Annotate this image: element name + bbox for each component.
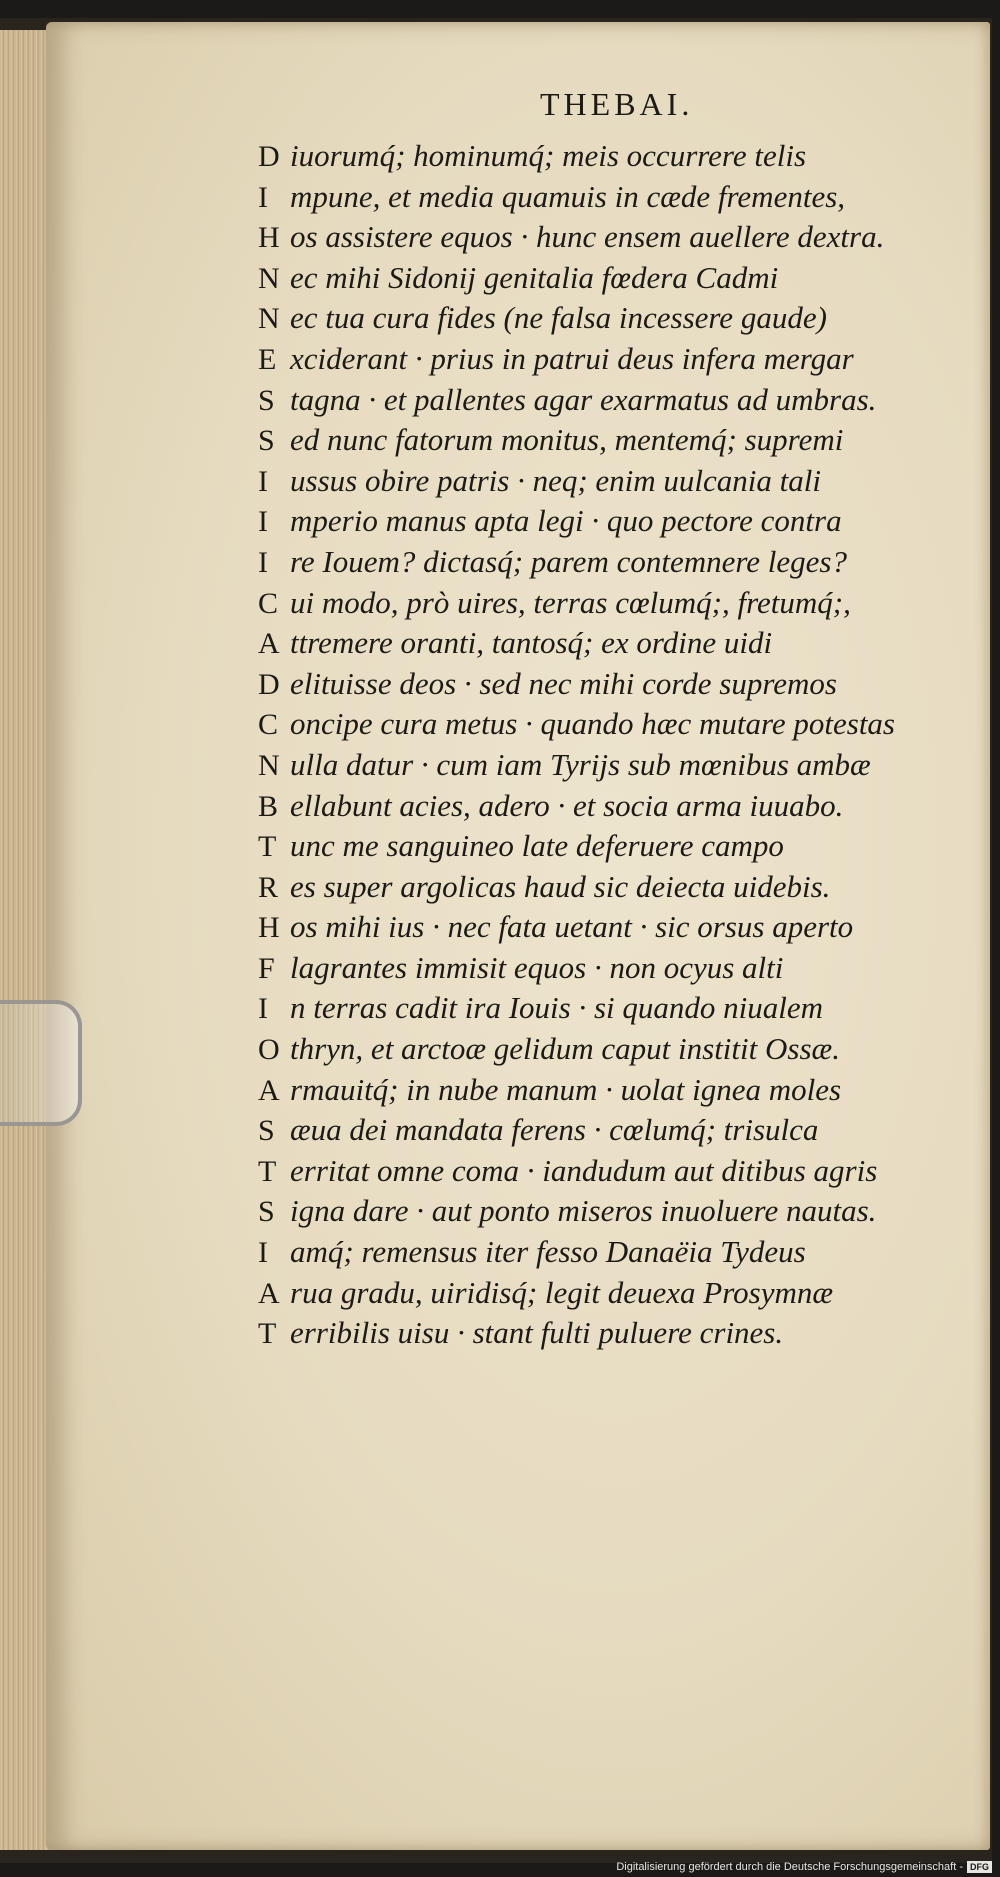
line-text: es super argolicas haud sic deiecta uidebis. <box>290 868 831 904</box>
verse-line <box>258 1029 958 1070</box>
verse-line <box>258 704 958 745</box>
verse-line <box>258 217 958 258</box>
dfg-logo: DFG <box>967 1861 992 1873</box>
line-text: ui modo, prò uires, terras cœlumq́;, fretumq́;, <box>290 584 851 620</box>
book-clasp <box>0 1000 82 1126</box>
line-initial: T <box>258 1317 277 1351</box>
line-text: tagna · et pallentes agar exarmatus ad umbras. <box>290 381 877 417</box>
line-text: ellabunt acies, adero · et socia arma iuuabo. <box>290 787 844 823</box>
line-text: elituisse deos · sed nec mihi corde supremos <box>290 665 837 701</box>
line-initial: B <box>258 789 279 823</box>
line-text: ttremere oranti, tantosq́; ex ordine uidi <box>290 625 773 661</box>
verse-line <box>258 826 958 867</box>
line-text: iuorumq́; hominumq́; meis occurrere telis <box>290 138 807 173</box>
verse-line <box>258 298 958 339</box>
line-initial: S <box>258 424 275 458</box>
verse-line <box>258 420 958 461</box>
line-text: mpune, et media quamuis in cæde frementes, <box>290 178 846 214</box>
line-initial: E <box>258 342 277 376</box>
verse-line <box>258 664 958 705</box>
verse-line <box>258 867 958 908</box>
line-text: ec tua cura fides (ne falsa incessere gaude) <box>290 300 827 336</box>
line-text: mperio manus apta legi · quo pectore contra <box>290 503 842 539</box>
line-text: lagrantes immisit equos · non ocyus alti <box>290 949 784 985</box>
credit-text: Digitalisierung gefördert durch die Deutsche Forschungsgemeinschaft - <box>616 1861 963 1873</box>
line-initial: F <box>258 951 275 985</box>
verse-line <box>258 907 958 948</box>
line-initial: T <box>258 1154 277 1188</box>
line-text: erribilis uisu · stant fulti puluere crines. <box>290 1315 784 1351</box>
line-initial: A <box>258 1073 280 1107</box>
line-text: ussus obire patris · neq; enim uulcania tali <box>290 462 821 498</box>
digitization-credit <box>616 1861 992 1873</box>
line-initial: I <box>258 505 268 539</box>
verse-line <box>258 339 958 380</box>
line-initial: D <box>258 667 280 701</box>
line-text: os mihi ius · nec fata uetant · sic orsus aperto <box>290 909 854 945</box>
line-initial: I <box>258 1236 268 1270</box>
line-initial: C <box>258 708 279 742</box>
verse-line <box>258 583 958 624</box>
verse-line <box>258 542 958 583</box>
line-text: unc me sanguineo late deferuere campo <box>290 828 784 864</box>
line-text: amq́; remensus iter fesso Danaëia Tydeus <box>290 1234 806 1270</box>
line-initial: N <box>258 748 280 782</box>
verse-line <box>258 258 958 299</box>
verse-line <box>258 1070 958 1111</box>
line-text: oncipe cura metus · quando hæc mutare potestas <box>290 706 895 742</box>
line-text: thryn, et arctoæ gelidum caput institit Ossæ. <box>290 1031 840 1067</box>
line-initial: S <box>258 1114 275 1148</box>
line-initial: A <box>258 627 280 661</box>
verse-line <box>258 988 958 1029</box>
line-initial: O <box>258 1033 280 1067</box>
line-initial: N <box>258 261 280 295</box>
line-initial: T <box>258 830 277 864</box>
verse-line <box>258 177 958 218</box>
line-initial: H <box>258 221 280 255</box>
line-text: æua dei mandata ferens · cœlumq́; trisulca <box>290 1112 819 1148</box>
verse-line <box>258 948 958 989</box>
line-text: rua gradu, uiridisq́; legit deuexa Prosymnæ <box>290 1274 834 1310</box>
line-text: os assistere equos · hunc ensem auellere dextra. <box>290 219 885 255</box>
line-text: ed nunc fatorum monitus, mentemq́; supremi <box>290 422 844 458</box>
line-initial: I <box>258 464 268 498</box>
verse-line <box>258 1273 958 1314</box>
line-initial: C <box>258 586 279 620</box>
line-text: ulla datur · cum iam Tyrijs sub mœnibus ambæ <box>290 746 871 782</box>
verse-line <box>258 1191 958 1232</box>
verse-line <box>258 1151 958 1192</box>
verse-line <box>258 136 958 177</box>
verse-line <box>258 786 958 827</box>
running-header: THEBAI. <box>540 86 694 122</box>
verse-line <box>258 1313 958 1354</box>
line-text: igna dare · aut ponto miseros inuoluere nautas. <box>290 1193 877 1229</box>
verse-block <box>258 136 958 1354</box>
line-initial: S <box>258 1195 275 1229</box>
line-text: rmauitq́; in nube manum · uolat ignea moles <box>290 1071 842 1107</box>
line-initial: D <box>258 140 280 173</box>
line-initial: N <box>258 302 280 336</box>
line-initial: I <box>258 992 268 1026</box>
line-text: xciderant · prius in patrui deus infera mergar <box>290 340 854 376</box>
verse-line <box>258 1232 958 1273</box>
line-initial: I <box>258 180 268 214</box>
verse-line <box>258 380 958 421</box>
verse-line <box>258 501 958 542</box>
line-initial: S <box>258 383 275 417</box>
line-text: ec mihi Sidonij genitalia fœdera Cadmi <box>290 259 779 295</box>
verse-line <box>258 461 958 502</box>
verse-line <box>258 623 958 664</box>
line-text: n terras cadit ira Iouis · si quando niualem <box>290 990 824 1026</box>
line-text: re Iouem? dictasq́; parem contemnere leges? <box>290 543 847 579</box>
verse-line <box>258 745 958 786</box>
line-initial: R <box>258 870 279 904</box>
line-text: erritat omne coma · iandudum aut ditibus agris <box>290 1152 878 1188</box>
line-initial: A <box>258 1276 280 1310</box>
line-initial: I <box>258 545 268 579</box>
verse-line <box>258 1110 958 1151</box>
line-initial: H <box>258 911 280 945</box>
